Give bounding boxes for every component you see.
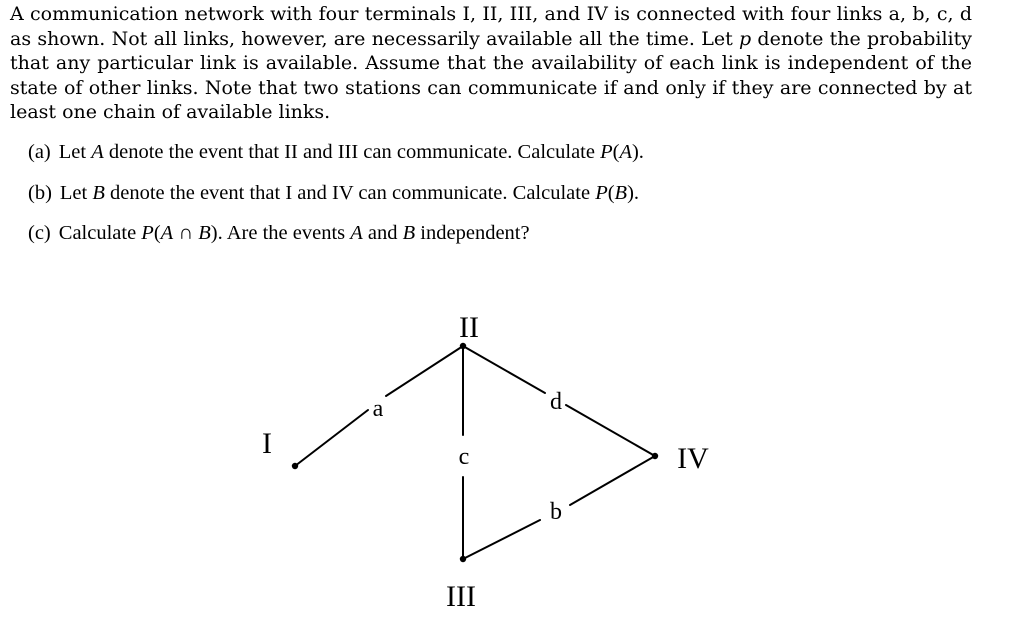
part-c-text-post: independent? [415, 222, 530, 244]
set-a: A [160, 222, 174, 244]
link-c-label: c [458, 444, 470, 470]
paren: ). [627, 181, 640, 204]
part-b-text-mid: denote the event that I and IV can communicate. Calculate [104, 181, 596, 204]
paren: ( [607, 181, 615, 204]
intro-text-2: denote the probability that any particular link is available. Assume that the availability of each link is independent of the state of other links. Note that two stations can communicate if and only if they are connected by at least one chain of available links. [10, 27, 972, 123]
terminal-iv-label: IV [677, 442, 709, 475]
terminal-iii-label: III [446, 580, 476, 613]
prob-arg: B [614, 181, 628, 204]
part-c-label: (c) [28, 222, 51, 244]
terminal-iv-node [652, 453, 658, 459]
terminal-i-node [292, 463, 298, 469]
part-c-text-mid: Are the events [222, 222, 351, 244]
event-a: A [350, 222, 363, 244]
link-d-label: d [550, 389, 562, 415]
prob-fn: P [141, 222, 154, 244]
paren: ( [612, 141, 620, 163]
prob-arg: A [619, 141, 632, 163]
terminal-i-label: I [262, 427, 272, 460]
terminal-ii-label: II [459, 311, 479, 344]
prob-fn: P [595, 181, 608, 204]
part-a-label: (a) [28, 141, 51, 163]
part-c-text: Calculate [58, 222, 142, 244]
part-b-label: (b) [28, 181, 52, 204]
link-a-line-upper [386, 346, 463, 396]
p-symbol: p [738, 27, 752, 50]
event-b: B [402, 222, 416, 244]
link-d-line-upper [463, 346, 545, 393]
link-a-line-lower [295, 410, 368, 466]
paren: ). [631, 141, 644, 163]
cap-symbol: ∩ [173, 222, 199, 244]
part-a-text: Let [58, 141, 92, 163]
link-b-label: b [550, 499, 562, 525]
part-b-text: Let [59, 181, 93, 204]
and-word: and [362, 222, 403, 244]
link-a-label: a [372, 396, 384, 422]
link-b-line-lower [463, 520, 540, 559]
intro-text-1: A communication network with four terminals I, II, III, and IV is connected with four links a, b, c, d as shown. Not all links, however, are necessarily available all the time. Let [10, 3, 972, 50]
link-d-line-lower [566, 405, 655, 456]
event-b: B [92, 181, 105, 204]
paren: ). [210, 222, 223, 244]
paren: ( [153, 222, 161, 244]
event-a: A [91, 141, 104, 163]
terminal-iii-node [460, 556, 466, 562]
prob-fn: P [600, 141, 613, 163]
link-b-line-upper [570, 456, 655, 505]
part-a-text-mid: denote the event that II and III can communicate. Calculate [103, 141, 601, 163]
set-b: B [198, 222, 211, 244]
